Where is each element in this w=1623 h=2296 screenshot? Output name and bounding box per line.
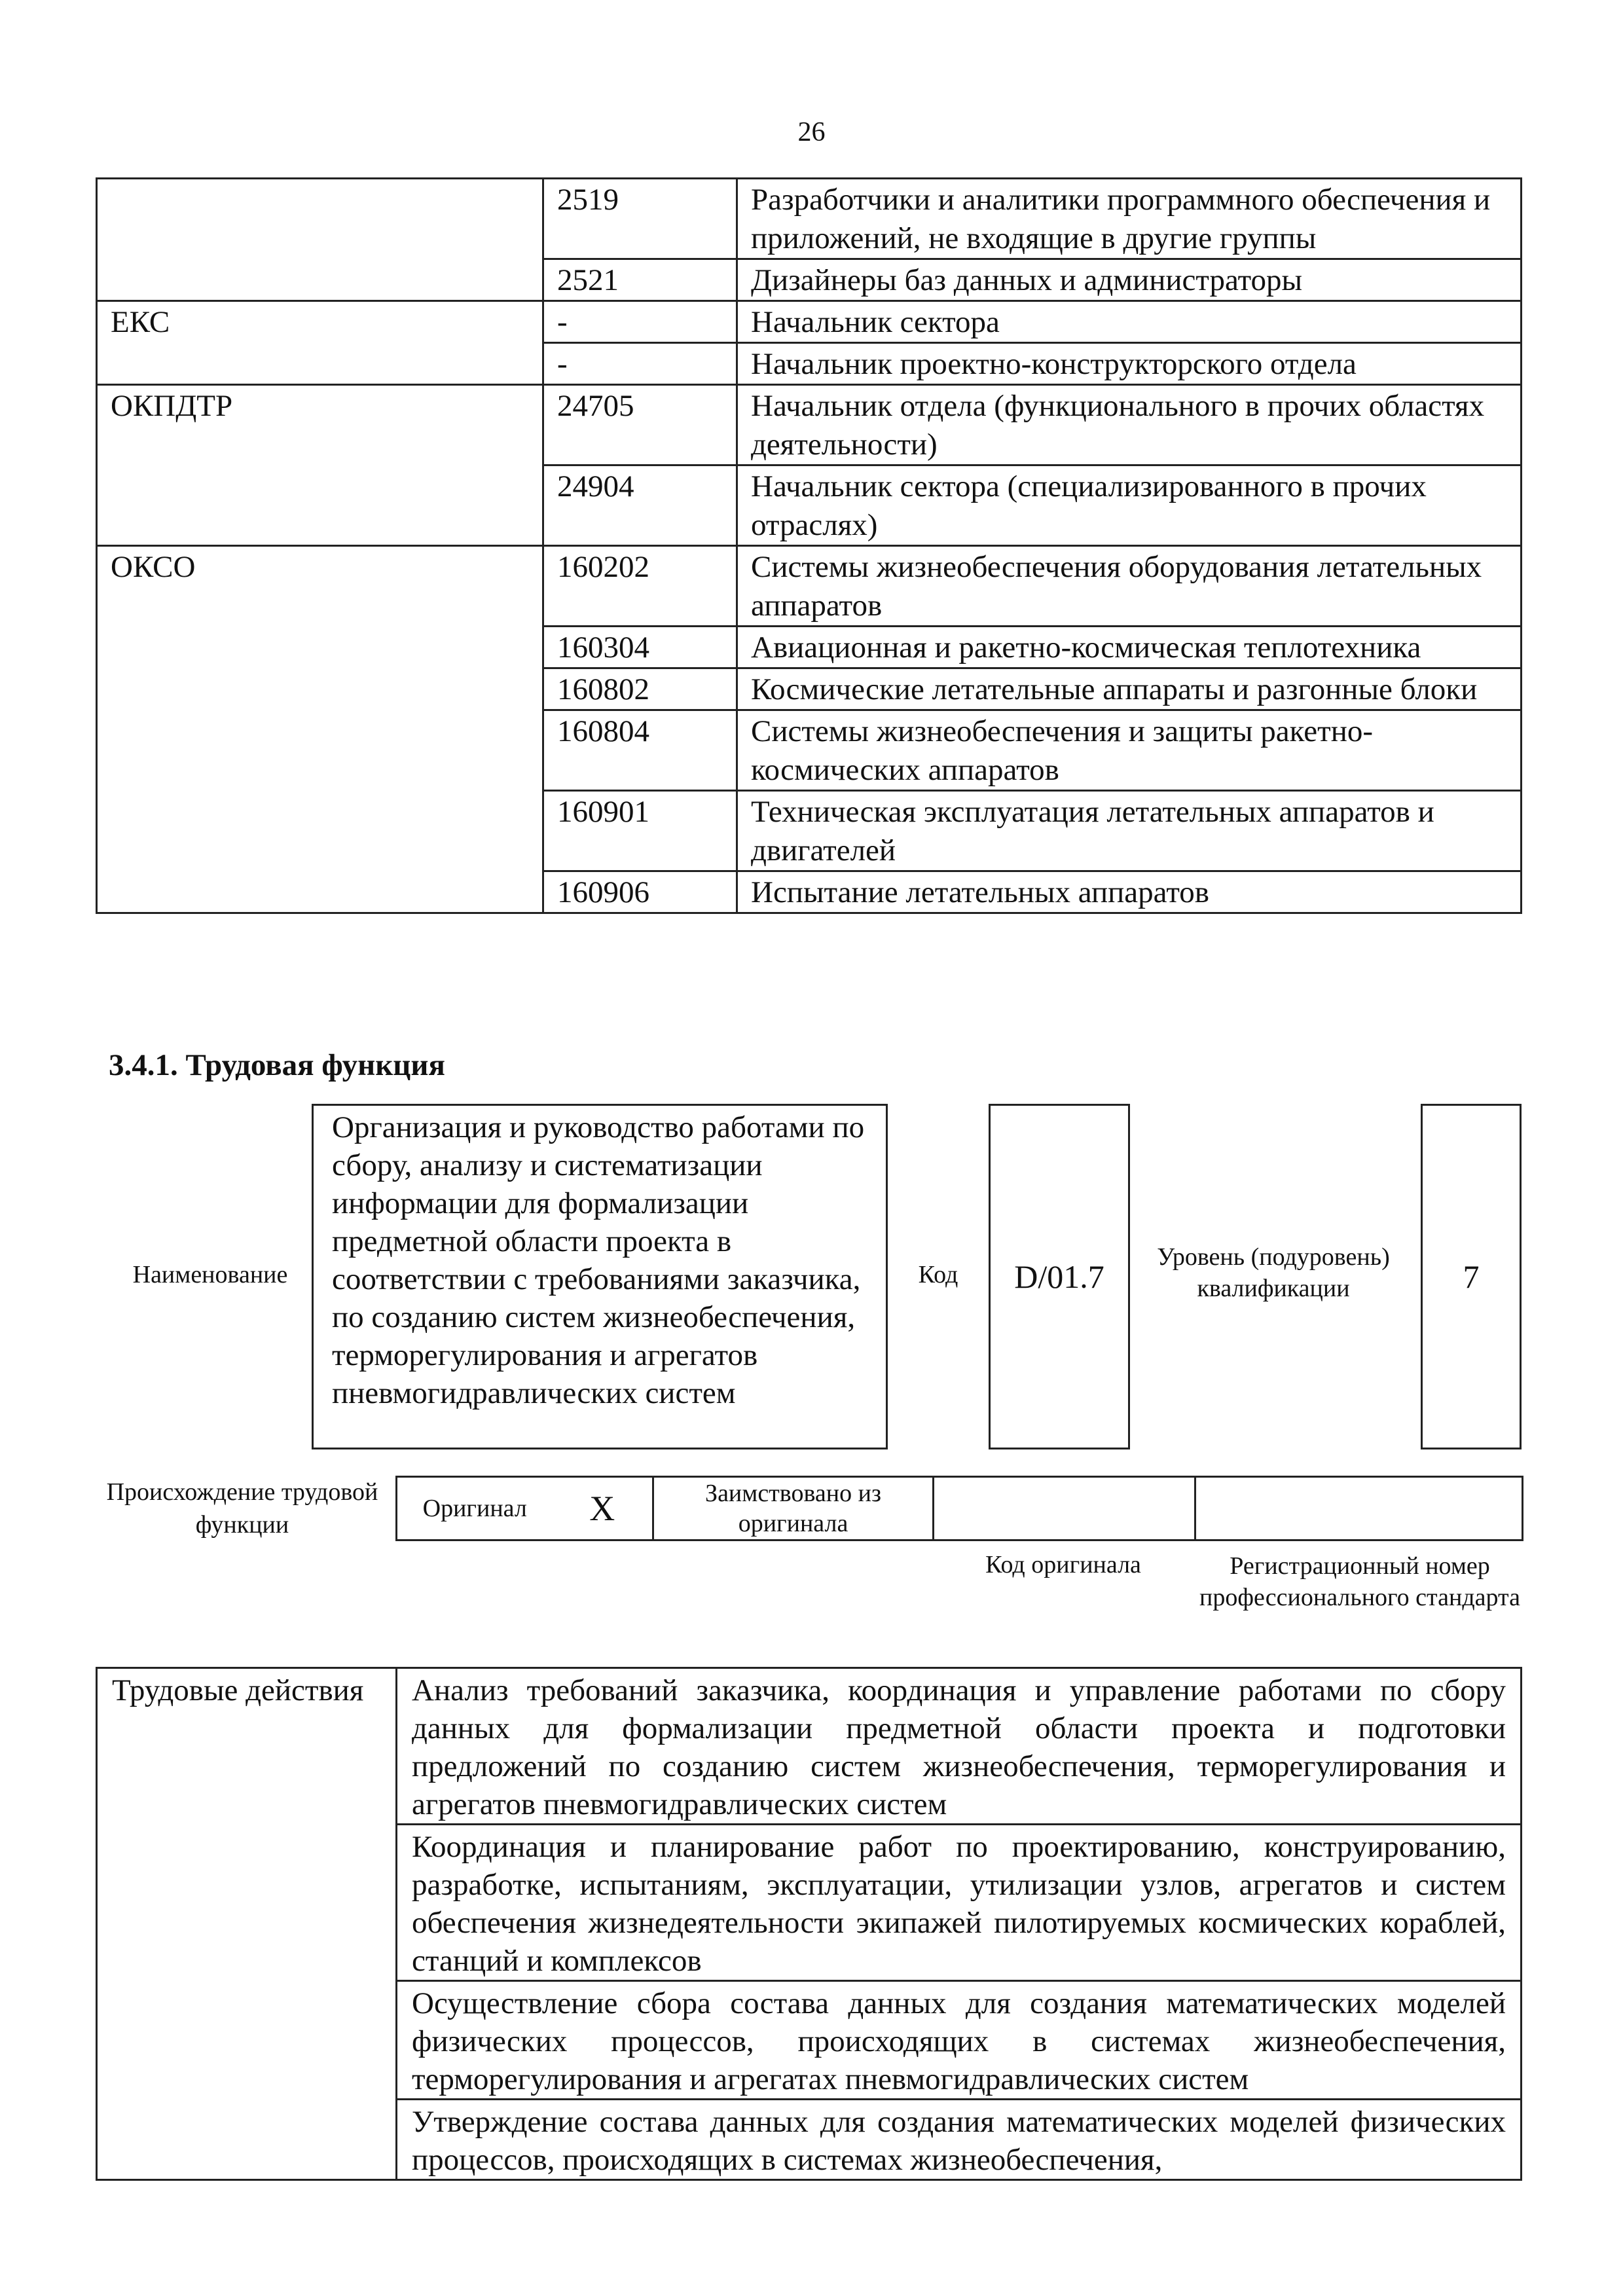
code-cell: 24705 (543, 385, 737, 465)
occupation-cell: Системы жизнеобеспечения оборудования летательных аппаратов (737, 546, 1522, 627)
occupation-cell: Начальник отдела (функционального в прочих областях деятельности) (737, 385, 1522, 465)
occupation-cell: Техническая эксплуатация летательных аппаратов и двигателей (737, 791, 1522, 871)
table-row (397, 1477, 1523, 1540)
code-cell: - (543, 301, 737, 343)
labor-action-item: Координация и планирование работ по проектированию, конструированию, разработке, испытаниям, эксплуатации, утилизации узлов, агрегатов и систем обеспечения жизнедеятельности экипажей пилотируемых космических кораблей, станций и комплексов (397, 1825, 1522, 1981)
qualification-level-box (1421, 1104, 1522, 1449)
code-cell: - (543, 343, 737, 385)
occupation-cell: Авиационная и ракетно-космическая теплотехника (737, 627, 1522, 668)
labor-action-item-cell (397, 2100, 1522, 2180)
qualification-level-value: 7 (1463, 1258, 1480, 1295)
section-heading: 3.4.1. Трудовая функция (109, 1048, 445, 1082)
code-cell: 160804 (543, 710, 737, 791)
occupation-cell: Начальник проектно-конструкторского отдела (737, 343, 1522, 385)
classification-table (96, 177, 1522, 914)
occupation-cell: Испытание летательных аппаратов (737, 871, 1522, 913)
original-label: Оригинал (397, 1477, 553, 1540)
function-name-box: Организация и руководство работами по сбору, анализу и систематизации информации для формализации предметной области проекта в соответствии с требованиями заказчика, по созданию систем жизнеобеспечения, терморегулирования и агрегатов пневмогидравлических систем (312, 1104, 888, 1449)
table-row (97, 1668, 1522, 1825)
origin-table (395, 1476, 1523, 1541)
code-cell: 24904 (543, 465, 737, 546)
labor-actions-label: Трудовые действия (97, 1668, 397, 2180)
classifier-cell (97, 179, 543, 301)
borrowed-label: Заимствовано из оригинала (653, 1477, 934, 1540)
occupation-cell: Разработчики и аналитики программного обеспечения и приложений, не входящие в другие группы (737, 179, 1522, 259)
classifier-cell: ЕКС (97, 301, 543, 385)
code-cell: 160802 (543, 668, 737, 710)
qualification-level-label: Уровень (подуровень) квалификации (1157, 1243, 1390, 1302)
original-code-caption: Код оригинала (985, 1551, 1141, 1578)
code-label: Код (918, 1261, 958, 1288)
classifier-cell: ОКСО (97, 546, 543, 913)
page-number: 26 (797, 117, 826, 147)
labor-action-item: Анализ требований заказчика, координация и управление работами по сбору данных для формализации предметной области проекта и подготовки предложений по созданию систем жизнеобеспечения, терморегулирования и агрегатов пневмогидравлических систем (397, 1668, 1522, 1825)
table-row (97, 179, 1522, 259)
origin-label: Происхождение трудовой функции (106, 1478, 378, 1539)
name-label: Наименование (132, 1261, 288, 1288)
labor-action-item: Утверждение состава данных для создания математических моделей физических процессов, происходящих в системах жизнеобеспечения, (412, 2105, 1506, 2177)
code-cell: 160901 (543, 791, 737, 871)
occupation-cell: Космические летательные аппараты и разгонные блоки (737, 668, 1522, 710)
code-cell: 2519 (543, 179, 737, 259)
occupation-cell: Дизайнеры баз данных и администраторы (737, 259, 1522, 301)
function-code-box (989, 1104, 1130, 1449)
registration-number-caption: Регистрационный номер профессионального стандарта (1199, 1552, 1520, 1611)
table-row (97, 385, 1522, 465)
original-mark: X (553, 1477, 653, 1540)
classifier-cell: ОКПДТР (97, 385, 543, 546)
code-cell: 160906 (543, 871, 737, 913)
occupation-cell: Начальник сектора (специализированного в прочих отраслях) (737, 465, 1522, 546)
table-row (97, 301, 1522, 343)
table-row (97, 546, 1522, 627)
code-cell: 2521 (543, 259, 737, 301)
original-code-cell (934, 1477, 1195, 1540)
occupation-cell: Начальник сектора (737, 301, 1522, 343)
code-cell: 160304 (543, 627, 737, 668)
registration-number-cell (1195, 1477, 1523, 1540)
labor-action-item: Осуществление сбора состава данных для создания математических моделей физических процессов, происходящих в системах жизнеобеспечения, терморегулирования и агрегатах пневмогидравлических систем (397, 1981, 1522, 2100)
function-code-value: D/01.7 (1014, 1258, 1104, 1295)
code-cell: 160202 (543, 546, 737, 627)
occupation-cell: Системы жизнеобеспечения и защиты ракетно-космических аппаратов (737, 710, 1522, 791)
labor-actions-table (96, 1667, 1522, 2181)
